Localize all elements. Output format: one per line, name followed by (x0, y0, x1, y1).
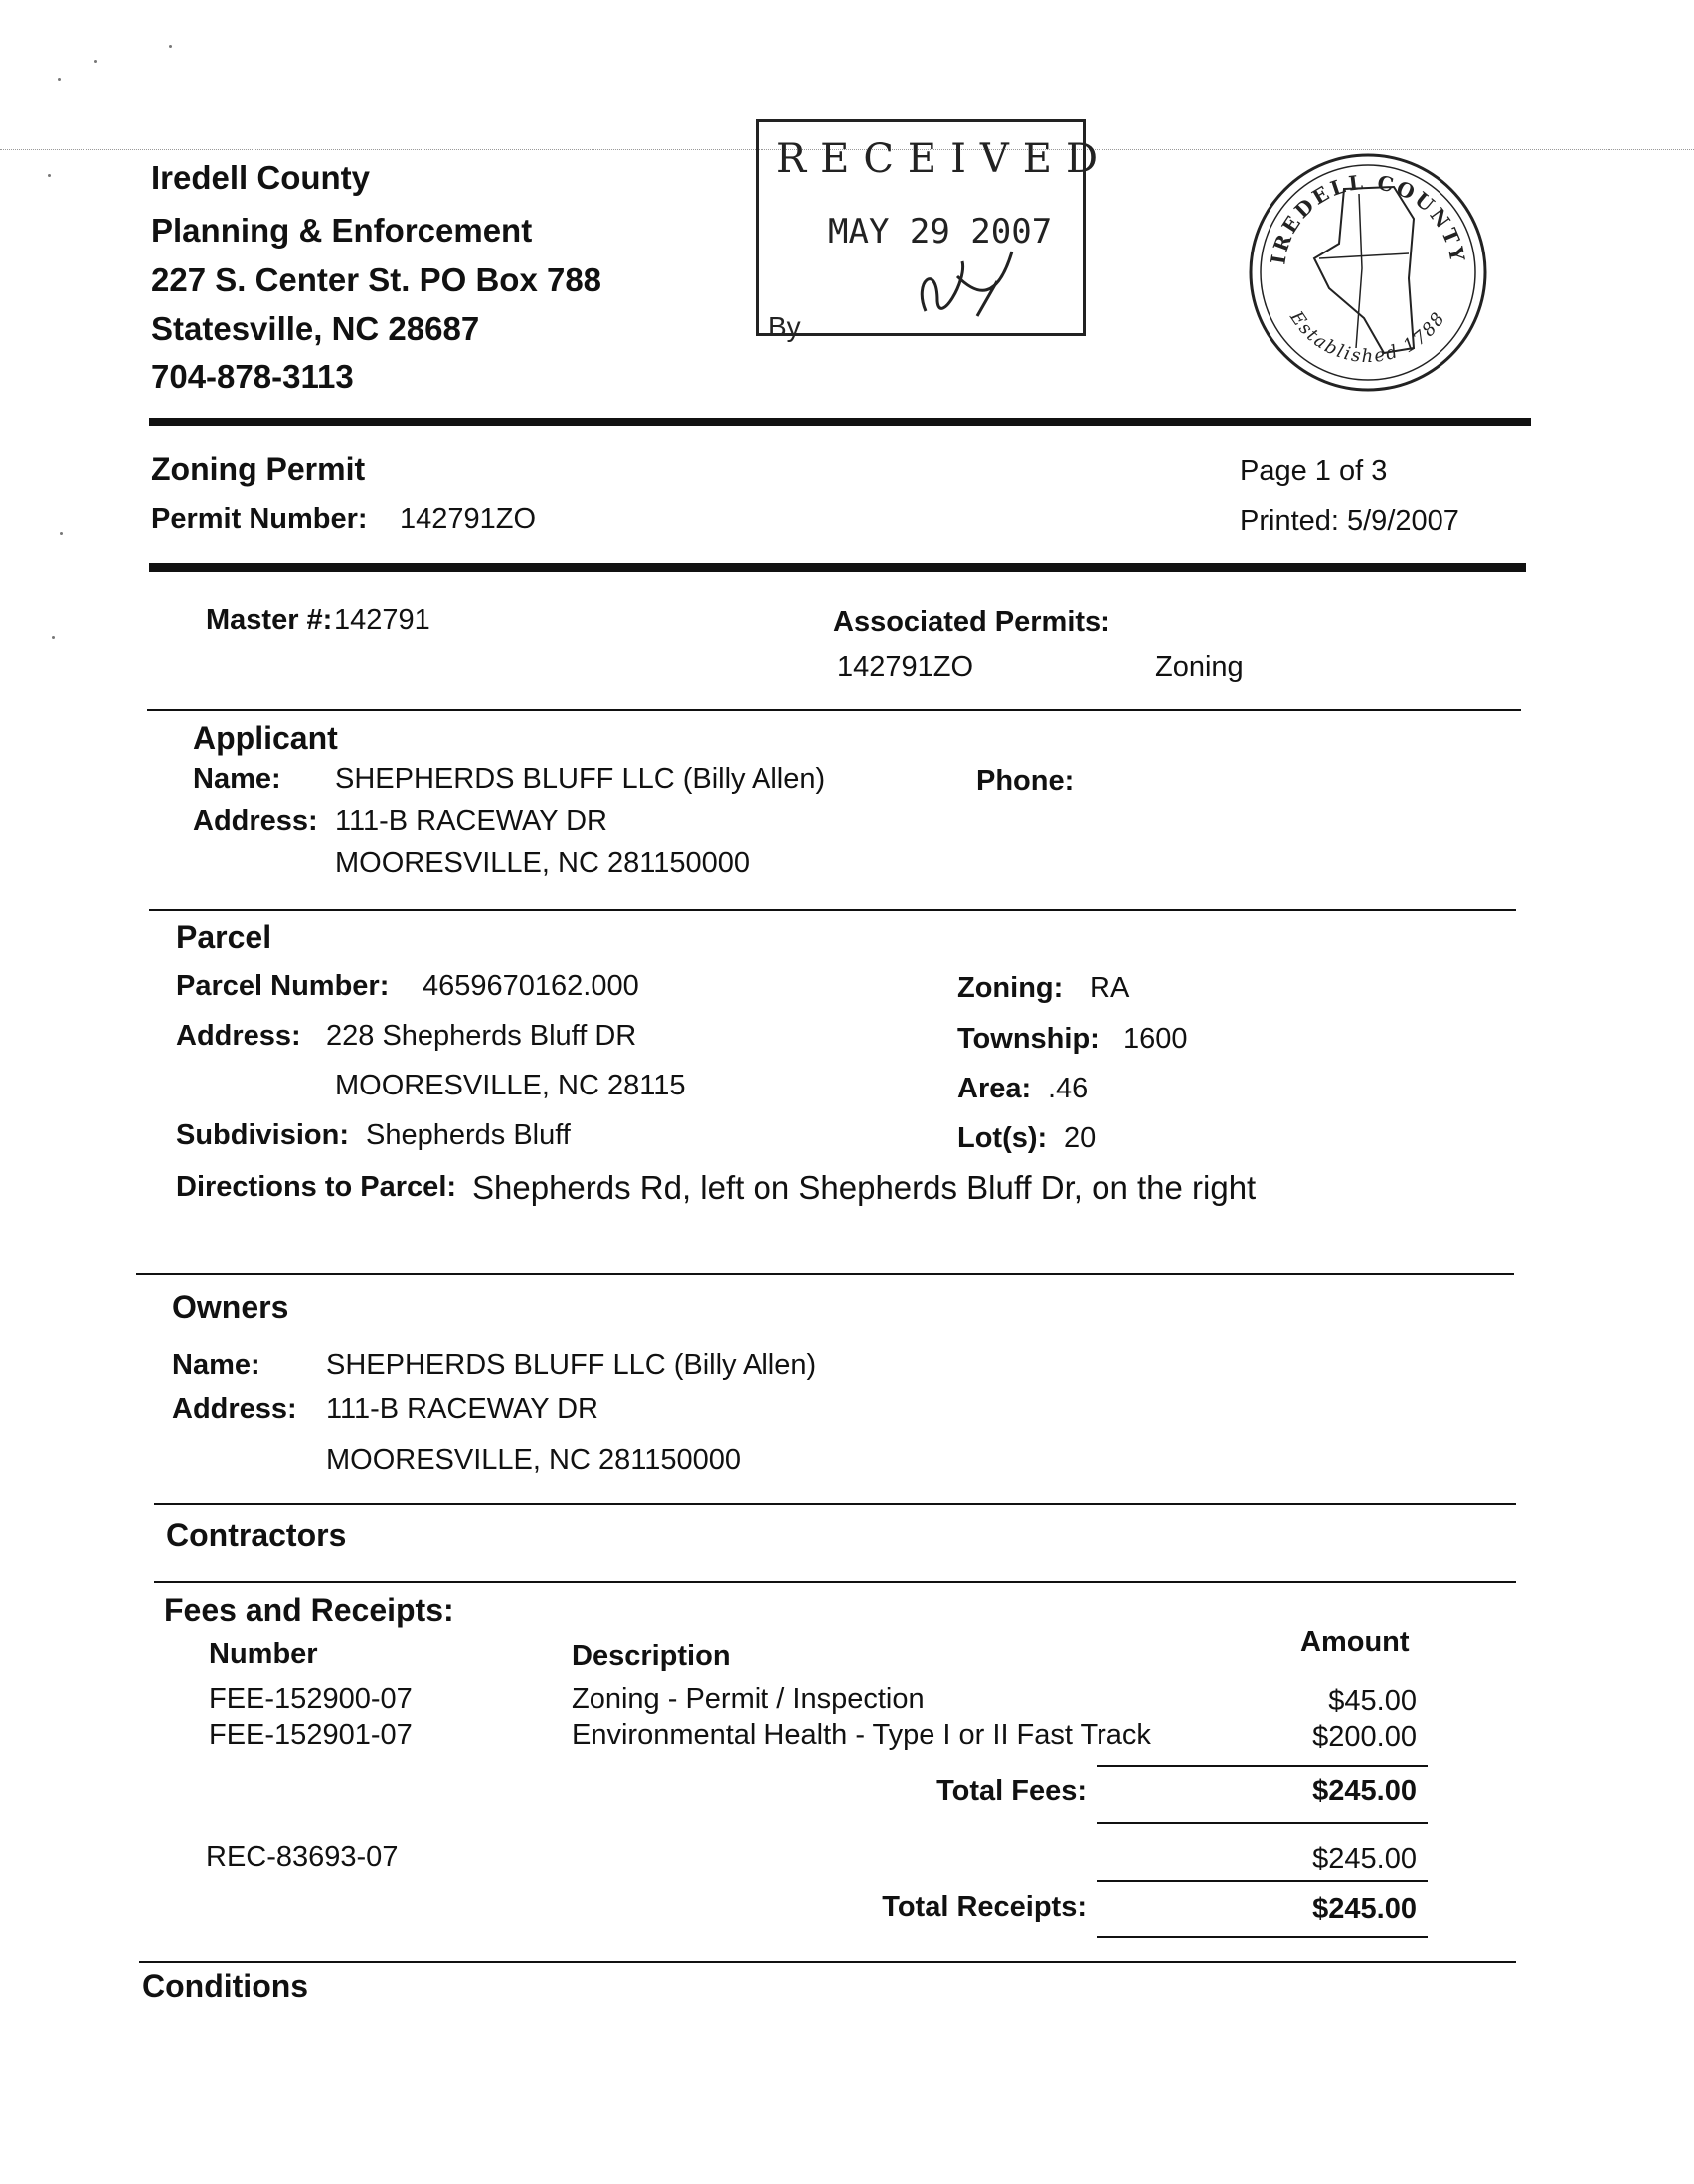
parcel-subdivision-label: Subdivision: (176, 1119, 349, 1151)
fees-col-amount: Amount (1300, 1626, 1410, 1658)
section-divider (154, 1581, 1516, 1583)
fee-row-number: FEE-152901-07 (209, 1719, 413, 1751)
fees-heading: Fees and Receipts: (164, 1593, 454, 1628)
parcel-subdivision: Shepherds Bluff (366, 1119, 571, 1151)
scan-speck (58, 78, 61, 81)
associated-permit-number: 142791ZO (837, 651, 974, 683)
scan-speck (169, 45, 172, 48)
fee-row-number: FEE-152900-07 (209, 1683, 413, 1715)
owner-address-label: Address: (172, 1393, 297, 1425)
owner-name-label: Name: (172, 1349, 260, 1381)
org-department: Planning & Enforcement (151, 212, 533, 249)
owner-address-line2: MOORESVILLE, NC 281150000 (326, 1444, 741, 1476)
parcel-township-label: Township: (957, 1023, 1100, 1055)
parcel-address-line1: 228 Shepherds Bluff DR (326, 1020, 637, 1052)
receipt-number: REC-83693-07 (206, 1841, 399, 1873)
stamp-signature-line (820, 333, 1074, 335)
owners-heading: Owners (172, 1289, 289, 1325)
total-fees-value: $245.00 (1312, 1775, 1417, 1807)
applicant-heading: Applicant (193, 720, 338, 756)
printed-date: Printed: 5/9/2007 (1240, 505, 1459, 537)
parcel-zoning: RA (1090, 972, 1130, 1004)
scan-speck (94, 60, 97, 63)
county-seal-icon (1245, 149, 1491, 396)
applicant-name: SHEPHERDS BLUFF LLC (Billy Allen) (335, 763, 826, 795)
parcel-lots-label: Lot(s): (957, 1122, 1048, 1154)
scan-speck (60, 532, 63, 535)
owner-address-line1: 111-B RACEWAY DR (326, 1393, 598, 1425)
fees-total-rule (1097, 1822, 1428, 1824)
applicant-name-label: Name: (193, 763, 281, 795)
master-value: 142791 (334, 604, 430, 636)
applicant-address-line2: MOORESVILLE, NC 281150000 (335, 847, 750, 879)
parcel-township: 1600 (1123, 1023, 1188, 1055)
scan-speck (48, 174, 51, 177)
applicant-address-line1: 111-B RACEWAY DR (335, 805, 607, 837)
header-rule (149, 418, 1531, 426)
org-phone: 704-878-3113 (151, 358, 354, 395)
fee-row-description: Environmental Health - Type I or II Fast Track (572, 1719, 1151, 1751)
parcel-area-label: Area: (957, 1073, 1032, 1104)
section-divider (139, 1961, 1516, 1963)
scan-speck (52, 636, 55, 639)
receipts-total-rule (1097, 1936, 1428, 1938)
section-divider (154, 1503, 1516, 1505)
owner-name: SHEPHERDS BLUFF LLC (Billy Allen) (326, 1349, 817, 1381)
seal-bottom-text: Established 1788 (1285, 307, 1450, 368)
stamp-date: MAY 29 2007 (828, 212, 1053, 252)
total-receipts-value: $245.00 (1312, 1893, 1417, 1925)
parcel-zoning-label: Zoning: (957, 972, 1064, 1004)
permit-title: Zoning Permit (151, 451, 366, 487)
seal-top-text: IREDELL COUNTY (1266, 169, 1470, 266)
org-street: 227 S. Center St. PO Box 788 (151, 261, 602, 298)
parcel-lots: 20 (1064, 1122, 1097, 1154)
parcel-number-label: Parcel Number: (176, 970, 390, 1002)
fees-subtotal-rule (1097, 1765, 1428, 1767)
fees-col-number: Number (209, 1638, 318, 1670)
stamp-received-text: RECEIVED (776, 136, 1112, 182)
svg-text:IREDELL COUNTY (1266, 170, 1469, 266)
parcel-directions: Shepherds Rd, left on Shepherds Bluff Dr, on the right (472, 1169, 1257, 1206)
parcel-heading: Parcel (176, 920, 272, 955)
parcel-directions-label: Directions to Parcel: (176, 1171, 457, 1203)
permit-rule (149, 563, 1526, 572)
section-divider (149, 909, 1516, 911)
org-city: Statesville, NC 28687 (151, 310, 480, 347)
fees-col-description: Description (572, 1640, 731, 1672)
seal-county-map (1314, 187, 1414, 353)
parcel-area: .46 (1048, 1073, 1089, 1104)
received-stamp (756, 119, 1112, 342)
conditions-heading: Conditions (142, 1968, 309, 2004)
section-divider (136, 1273, 1514, 1275)
parcel-address-label: Address: (176, 1020, 301, 1052)
associated-permit-type: Zoning (1155, 651, 1244, 683)
associated-permits-label: Associated Permits: (833, 606, 1110, 638)
svg-text:Established 1788 (1285, 307, 1450, 367)
parcel-number: 4659670162.000 (423, 970, 639, 1002)
org-name: Iredell County (151, 159, 371, 196)
receipt-amount: $245.00 (1312, 1843, 1417, 1875)
stamp-initials-signature (908, 242, 1017, 331)
section-divider (147, 709, 1521, 711)
receipts-subtotal-rule (1097, 1880, 1428, 1882)
applicant-phone-label: Phone: (976, 765, 1075, 797)
master-label: Master #: (206, 604, 333, 636)
permit-number-label: Permit Number: (151, 503, 368, 535)
fee-row-amount: $45.00 (1328, 1685, 1417, 1717)
stamp-by-label: By (768, 311, 801, 342)
parcel-address-line2: MOORESVILLE, NC 28115 (335, 1070, 686, 1101)
permit-number-value: 142791ZO (400, 503, 537, 535)
total-receipts-label: Total Receipts: (882, 1891, 1087, 1923)
total-fees-label: Total Fees: (936, 1775, 1087, 1807)
fee-row-amount: $200.00 (1312, 1721, 1417, 1753)
applicant-address-label: Address: (193, 805, 318, 837)
fee-row-description: Zoning - Permit / Inspection (572, 1683, 925, 1715)
page-indicator: Page 1 of 3 (1240, 455, 1388, 487)
contractors-heading: Contractors (166, 1517, 347, 1553)
